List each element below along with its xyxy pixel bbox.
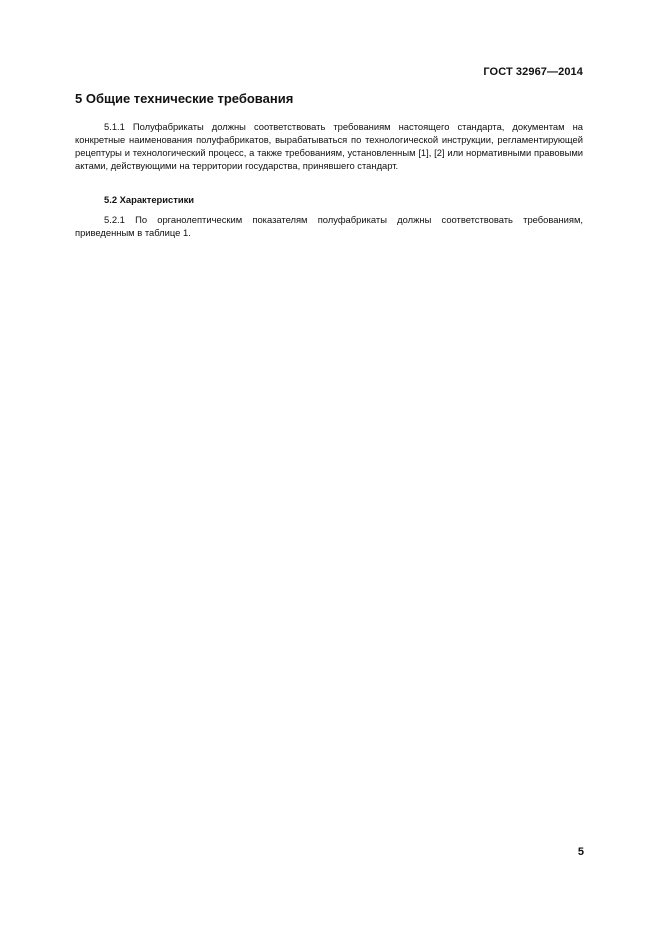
document-code: ГОСТ 32967—2014 [483, 66, 583, 78]
subsection-title: 5.2 Характеристики [104, 194, 195, 205]
paragraph-5-2-1: 5.2.1 По органолептическим показателям полуфабрикаты должны соответствовать требованиям, приведенным в таблице 1. [75, 214, 583, 238]
paragraph-5-1-1: 5.1.1 Полуфабрикаты должны соответствовать требованиям настоящего стандарта, документам на конкретные наименования полуфабрикатов, вырабатываться по технологической инструкции, регламентирующей рецептуры и технологический процесс, а также требованиям, установленным [1], [2] или нормативными правовыми актами, действующими на территории государства, принявшего стандарт. [75, 121, 583, 171]
page-number: 5 [577, 846, 584, 858]
section-title: 5 Общие технические требования [75, 91, 294, 106]
